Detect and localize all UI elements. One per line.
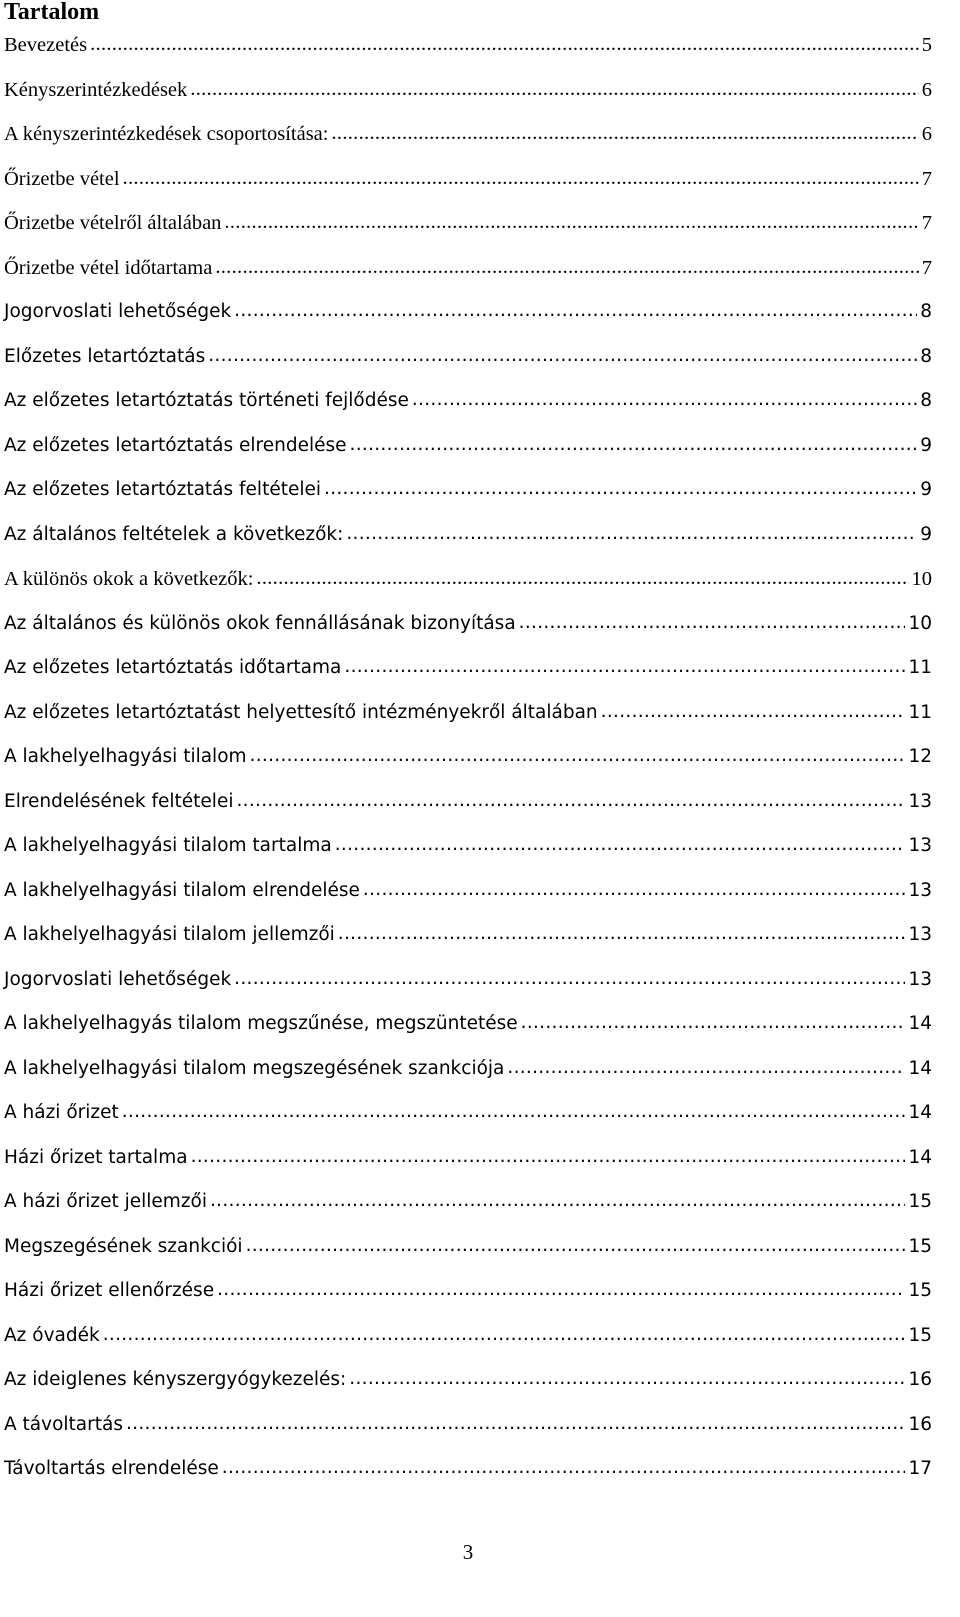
page-number: 3 — [462, 1540, 474, 1564]
toc-dot-leader — [335, 828, 906, 862]
toc-entry-page: 14 — [908, 1102, 932, 1123]
toc-dot-leader — [412, 383, 917, 417]
toc-dot-leader — [256, 561, 908, 595]
toc-dot-leader — [103, 1318, 906, 1352]
toc-entry-page: 10 — [908, 612, 932, 634]
toc-entry-page: 7 — [921, 212, 932, 234]
toc-entry-label[interactable]: Az előzetes letartóztatást helyettesítő intézményekről általában — [4, 701, 598, 723]
toc-entry-page: 8 — [920, 390, 932, 411]
toc-dot-leader — [122, 1095, 906, 1129]
toc-entry[interactable] — [4, 1319, 932, 1364]
toc-entry[interactable] — [4, 1007, 932, 1052]
toc-dot-leader — [215, 250, 918, 284]
toc-entry-page: 7 — [921, 256, 932, 279]
toc-entry-label[interactable]: Az óvadék — [4, 1324, 100, 1346]
toc-entry-page: 15 — [908, 1191, 932, 1212]
toc-entry-label[interactable]: A házi őrizet jellemzői — [4, 1191, 207, 1212]
toc-entry-page: 7 — [921, 167, 932, 190]
toc-entry[interactable] — [4, 918, 932, 963]
toc-entry[interactable] — [4, 1363, 932, 1408]
toc-entry[interactable] — [4, 1230, 932, 1275]
toc-entry-page: 15 — [908, 1324, 932, 1346]
toc-entry[interactable] — [4, 874, 932, 919]
toc-dot-leader — [349, 1362, 905, 1396]
toc-dot-leader — [507, 1051, 905, 1085]
toc-entry-label[interactable]: Jogorvoslati lehetőségek — [4, 968, 232, 990]
toc-dot-leader — [350, 428, 918, 462]
toc-entry-label[interactable]: A kényszerintézkedések csoportosítása: — [4, 123, 329, 145]
toc-entry-label[interactable]: Az általános és különös okok fennállásának bizonyítása — [4, 612, 516, 634]
toc-entry[interactable] — [4, 963, 932, 1008]
toc-dot-leader — [191, 1140, 906, 1174]
toc-entry-label[interactable]: Házi őrizet ellenőrzése — [4, 1280, 215, 1301]
toc-title: Tartalom — [4, 0, 100, 25]
toc-entry-label[interactable]: Őrizetbe vétel — [4, 167, 120, 190]
toc-entry[interactable] — [4, 429, 932, 474]
toc-dot-leader — [217, 1273, 905, 1307]
toc-entry[interactable] — [4, 473, 932, 518]
toc-dot-leader — [363, 873, 906, 907]
toc-entry[interactable] — [4, 117, 932, 162]
toc-entry-page: 6 — [921, 123, 932, 145]
toc-dot-leader — [331, 116, 918, 150]
toc-dot-leader — [236, 784, 905, 818]
toc-entry[interactable] — [4, 1052, 932, 1097]
toc-entry-label[interactable]: Az ideiglenes kényszergyógykezelés: — [4, 1369, 347, 1390]
toc-entry[interactable] — [4, 340, 932, 385]
toc-entry-page: 13 — [908, 835, 932, 856]
toc-entry-page: 9 — [920, 434, 932, 456]
toc-entry-page: 13 — [908, 924, 932, 945]
toc-dot-leader — [346, 517, 917, 551]
toc-dot-leader — [208, 339, 917, 373]
toc-entry[interactable] — [4, 1408, 932, 1453]
toc-entry-page: 8 — [920, 301, 932, 322]
toc-entry[interactable] — [4, 607, 932, 652]
toc-entry[interactable] — [4, 1452, 932, 1497]
toc-entry[interactable] — [4, 829, 932, 874]
toc-entry[interactable] — [4, 696, 932, 741]
toc-entry-page: 14 — [908, 1057, 932, 1079]
toc-entry-label[interactable]: Az előzetes letartóztatás történeti fejlődése — [4, 390, 409, 411]
toc-entry-label[interactable]: Távoltartás elrendelése — [4, 1458, 219, 1479]
toc-entry-label[interactable]: Az általános feltételek a következők: — [4, 523, 344, 545]
toc-entry[interactable] — [4, 785, 932, 830]
toc-entry-label[interactable]: Az előzetes letartóztatás feltételei — [4, 479, 322, 500]
toc-entry-label[interactable]: A házi őrizet — [4, 1102, 119, 1123]
toc-entry-label[interactable]: Jogorvoslati lehetőségek — [4, 301, 232, 322]
toc-entry-label[interactable]: Az előzetes letartóztatás elrendelése — [4, 434, 347, 456]
toc-entry-label[interactable]: A lakhelyelhagyási tilalom elrendelése — [4, 879, 360, 901]
toc-entry-page: 11 — [908, 657, 932, 678]
toc-dot-leader — [210, 1184, 905, 1218]
toc-entry-page: 15 — [908, 1235, 932, 1257]
toc-dot-leader — [123, 161, 919, 195]
toc-entry[interactable] — [4, 518, 932, 563]
toc-entry-label[interactable]: A lakhelyelhagyási tilalom — [4, 746, 247, 767]
toc-entry[interactable] — [4, 1185, 932, 1230]
toc-entry-page: 13 — [908, 968, 932, 990]
toc-entry-page: 15 — [908, 1280, 932, 1301]
toc-dot-leader — [521, 1006, 906, 1040]
toc-entry-page: 13 — [908, 879, 932, 901]
toc-entry[interactable] — [4, 295, 932, 340]
toc-entry-label[interactable]: Előzetes letartóztatás — [4, 345, 206, 367]
toc-dot-leader — [519, 606, 906, 640]
toc-entry-page: 17 — [908, 1458, 932, 1479]
toc-entry-label[interactable]: Az előzetes letartóztatás időtartama — [4, 657, 342, 678]
toc-entry[interactable] — [4, 162, 932, 207]
table-of-contents — [4, 28, 932, 1497]
toc-dot-leader — [344, 650, 905, 684]
toc-entry[interactable] — [4, 651, 932, 696]
toc-entry-label[interactable]: A különös okok a következők: — [4, 568, 254, 590]
toc-dot-leader — [126, 1407, 905, 1441]
toc-entry-page: 5 — [921, 34, 932, 56]
toc-entry-label[interactable]: Elrendelésének feltételei — [4, 790, 234, 812]
toc-entry-label[interactable]: A lakhelyelhagyási tilalom megszegésének szankciója — [4, 1057, 505, 1079]
toc-entry-label[interactable]: A távoltartás — [4, 1413, 123, 1435]
toc-entry-label[interactable]: A lakhelyelhagyási tilalom tartalma — [4, 835, 332, 856]
toc-entry-page: 10 — [911, 568, 932, 590]
toc-entry-label[interactable]: Megszegésének szankciói — [4, 1235, 243, 1257]
toc-entry[interactable] — [4, 740, 932, 785]
toc-entry-page: 9 — [920, 523, 932, 545]
toc-entry-page: 13 — [908, 790, 932, 812]
toc-entry-label[interactable]: A lakhelyelhagyás tilalom megszűnése, megszüntetése — [4, 1013, 518, 1034]
toc-dot-leader — [222, 1451, 906, 1485]
toc-dot-leader — [324, 472, 917, 506]
toc-entry-label[interactable]: Őrizetbe vételről általában — [4, 212, 222, 234]
toc-entry[interactable] — [4, 1274, 932, 1319]
toc-dot-leader — [246, 1229, 906, 1263]
toc-dot-leader — [234, 962, 905, 996]
toc-dot-leader — [250, 739, 906, 773]
toc-entry[interactable] — [4, 73, 932, 118]
toc-dot-leader — [224, 205, 918, 239]
toc-entry-page: 6 — [921, 78, 932, 101]
toc-dot-leader — [338, 917, 906, 951]
toc-entry-label[interactable]: Bevezetés — [4, 34, 88, 56]
toc-dot-leader — [190, 72, 918, 106]
toc-entry-page: 14 — [908, 1013, 932, 1034]
toc-entry[interactable] — [4, 384, 932, 429]
toc-entry-page: 9 — [920, 479, 932, 500]
toc-entry-page: 8 — [920, 345, 932, 367]
toc-entry-page: 11 — [908, 701, 932, 723]
toc-entry[interactable] — [4, 206, 932, 251]
toc-dot-leader — [601, 695, 906, 729]
toc-entry[interactable] — [4, 28, 932, 73]
toc-entry-label[interactable]: Kényszerintézkedések — [4, 78, 188, 101]
toc-entry[interactable] — [4, 1141, 932, 1186]
toc-entry-page: 12 — [908, 746, 932, 767]
toc-dot-leader — [234, 294, 917, 328]
toc-entry-label[interactable]: Házi őrizet tartalma — [4, 1146, 188, 1168]
toc-entry-label[interactable]: Őrizetbe vétel időtartama — [4, 256, 213, 279]
toc-dot-leader — [90, 27, 919, 61]
toc-entry[interactable] — [4, 1096, 932, 1141]
toc-entry-page: 16 — [908, 1369, 932, 1390]
toc-entry-label[interactable]: A lakhelyelhagyási tilalom jellemzői — [4, 924, 335, 945]
toc-entry[interactable] — [4, 562, 932, 607]
toc-entry[interactable] — [4, 251, 932, 296]
toc-entry-page: 16 — [908, 1413, 932, 1435]
toc-entry-page: 14 — [908, 1146, 932, 1168]
